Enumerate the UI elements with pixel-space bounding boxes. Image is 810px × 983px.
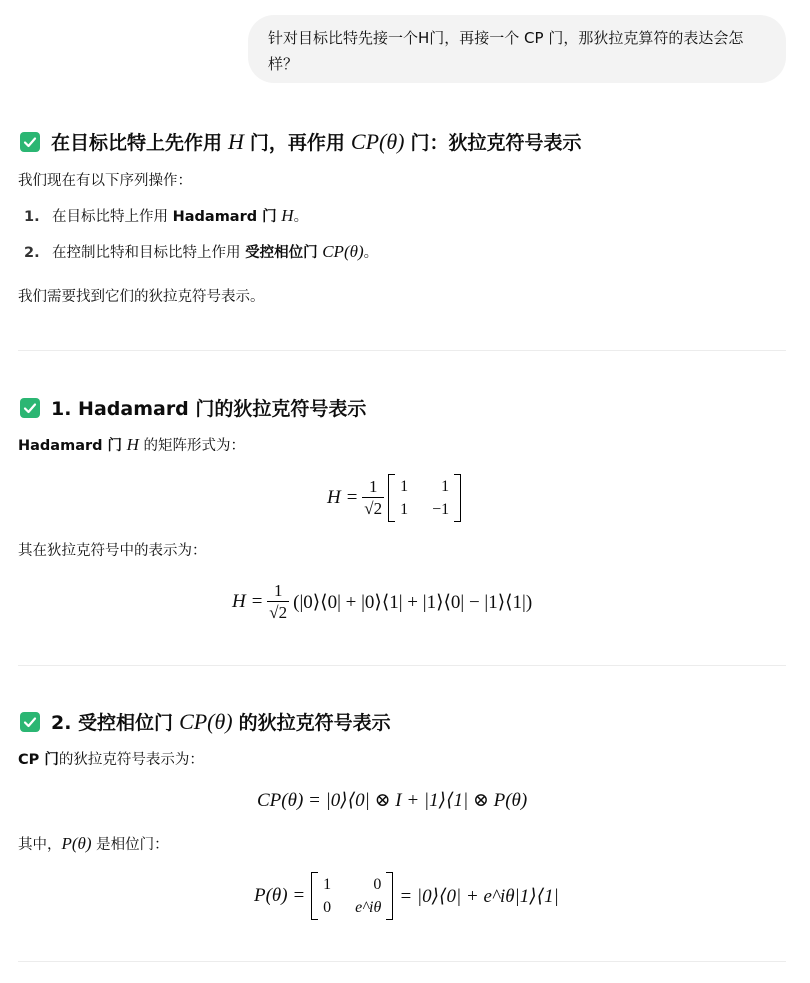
section-2-heading: [20, 708, 391, 735]
section-2-title-post: 的狄拉克符号表示: [238, 712, 391, 734]
step-bold-text: 受控相位门: [245, 245, 318, 261]
phase-gate-intro: [18, 833, 169, 856]
user-message-bubble: [248, 15, 786, 83]
outro-text: 我们需要找到它们的狄拉克符号表示。: [18, 289, 265, 305]
fraction: [267, 581, 289, 624]
inline-math: H: [126, 435, 139, 454]
heading-text-post: 门：狄拉克符号表示: [410, 132, 582, 154]
hadamard-matrix-equation: [327, 472, 461, 524]
text: 其中，: [18, 837, 62, 853]
main-section-heading: [20, 128, 582, 155]
check-mark-icon: [20, 398, 40, 418]
text: 的狄拉克符号表示为：: [58, 752, 204, 768]
step-number: 2.: [24, 245, 40, 261]
text: 是相位门：: [91, 837, 169, 853]
section-1-title: 1. Hadamard 门的狄拉克符号表示: [51, 398, 367, 420]
phase-matrix: [311, 872, 393, 920]
matrix-cell: 1: [441, 478, 450, 495]
hadamard-matrix: [388, 474, 461, 522]
bold-text: CP 门: [18, 752, 59, 768]
eq-lhs: H =: [232, 591, 264, 612]
step-text: 在目标比特上作用: [52, 209, 173, 225]
fraction-denominator: √2: [364, 498, 383, 518]
text: 的矩阵形式为：: [138, 438, 246, 454]
step-item-2: [24, 241, 378, 264]
step-math: CP(θ): [322, 242, 364, 261]
matrix-cell: e^iθ: [355, 899, 382, 916]
bold-text: Hadamard 门: [18, 438, 123, 454]
cp-dirac-equation: CP(θ) = |0⟩⟨0| ⊗ I + |1⟩⟨1| ⊗ P(θ): [257, 790, 528, 811]
step-number: 1.: [24, 209, 40, 225]
divider: [18, 961, 786, 962]
fraction: [362, 477, 384, 520]
step-bold-text: Hadamard 门: [172, 209, 277, 225]
matrix-cell: 0: [373, 876, 382, 893]
heading-math-cp: CP(θ): [179, 708, 233, 734]
section-2-title-pre: 2. 受控相位门: [51, 712, 174, 734]
eq-rhs: (|0⟩⟨0| + |0⟩⟨1| + |1⟩⟨0| − |1⟩⟨1|): [293, 591, 533, 613]
intro-text: 我们现在有以下序列操作：: [18, 173, 192, 189]
matrix-cell: 1: [400, 501, 409, 518]
hadamard-matrix-intro: [18, 434, 245, 457]
matrix-cell: 0: [323, 899, 332, 916]
fraction-denominator: √2: [269, 602, 288, 622]
matrix-cell: −1: [432, 501, 450, 518]
eq-lhs: P(θ) =: [254, 885, 306, 906]
user-message-text: 针对目标比特先接一个H门，再接一个 CP 门，那狄拉克算符的表达会怎样？: [268, 29, 744, 73]
phase-gate-equation: [254, 870, 559, 922]
step-math: H: [281, 206, 294, 225]
matrix-cell: 1: [400, 478, 409, 495]
step-punct: 。: [363, 245, 379, 261]
eq-lhs: H =: [327, 487, 359, 508]
matrix-cell: 1: [323, 876, 332, 893]
section-1-heading: [20, 394, 366, 421]
heading-text-pre: 在目标比特上先作用: [51, 132, 223, 154]
heading-math-cp: CP(θ): [350, 128, 405, 154]
divider: [18, 665, 786, 666]
step-punct: 。: [293, 209, 309, 225]
cp-intro-text: [18, 749, 204, 771]
fraction-numerator: 1: [368, 476, 378, 496]
check-mark-icon: [20, 132, 40, 152]
step-text: 在控制比特和目标比特上作用: [52, 245, 246, 261]
step-item-1: [24, 205, 308, 228]
divider: [18, 350, 786, 351]
hadamard-dirac-equation: [232, 576, 532, 628]
dirac-intro-text: 其在狄拉克符号中的表示为：: [18, 543, 207, 559]
check-mark-icon: [20, 712, 40, 732]
inline-math: P(θ): [61, 834, 92, 853]
heading-text-mid: 门，再作用: [249, 132, 345, 154]
heading-math-h: H: [228, 128, 244, 154]
eq-rhs: = |0⟩⟨0| + e^iθ|1⟩⟨1|: [399, 885, 559, 907]
fraction-numerator: 1: [273, 580, 283, 600]
